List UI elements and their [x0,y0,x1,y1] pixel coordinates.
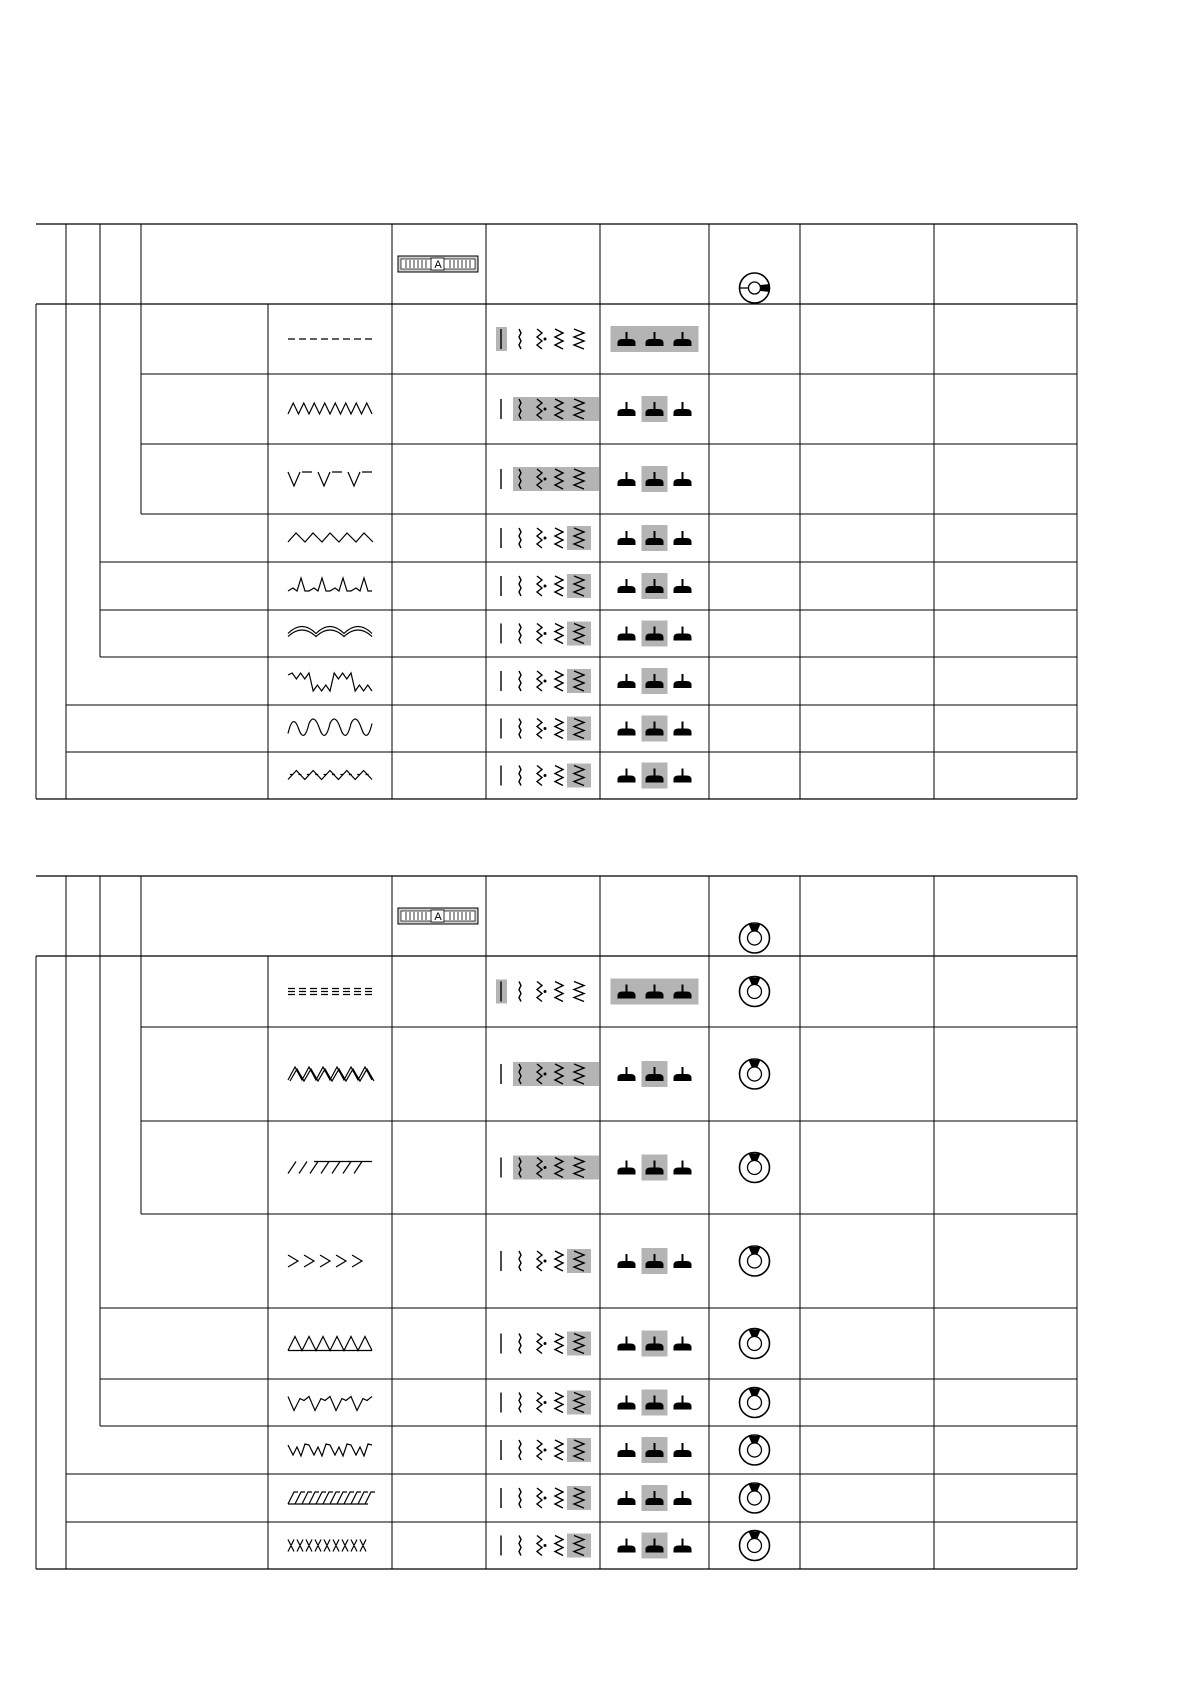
honeycomb-stitch-icon [288,1492,375,1504]
stitch-width-indicator [501,764,591,788]
needle-position-indicator [618,525,692,551]
tension-dial-icon [740,1435,770,1465]
needle-position-indicator [611,326,699,352]
blind-hem-stitch-icon [288,472,372,486]
stitch-width-indicator [496,327,584,351]
stitch-table-2 [36,876,1077,1569]
overlock-stitch-icon [288,673,372,691]
needle-position-indicator [618,1331,692,1357]
rick-rack-stitch-icon [288,1067,374,1081]
feather-stitch-icon [288,771,372,780]
tension-dial-icon [740,977,770,1007]
cross-stitch-icon [288,1540,366,1552]
tension-dial-icon [740,1059,770,1089]
needle-position-indicator [618,763,692,789]
needle-position-indicator [618,716,692,742]
needle-position-indicator [618,573,692,599]
needle-position-indicator [618,466,692,492]
stitch-width-indicator [501,669,591,693]
triple-straight-stitch-icon [288,989,372,995]
slant-stitch-icon [288,1162,372,1174]
stitch-width-indicator [501,622,591,646]
needle-position-indicator [618,396,692,422]
stitch-width-indicator [501,1249,591,1273]
stitch-width-indicator [496,980,584,1004]
stitch-width-indicator [501,717,591,741]
decorative-zigzag-stitch-icon [288,1444,372,1456]
needle-position-indicator [618,1061,692,1087]
stitch-width-indicator [501,1062,599,1086]
tension-dial-icon [740,1483,770,1513]
stitch-width-indicator [501,1534,591,1558]
selector-letter: A [434,259,442,271]
tension-dial-icon [740,273,770,303]
needle-position-indicator [618,1533,692,1559]
tension-dial-icon [740,1531,770,1561]
tension-dial-icon [740,1246,770,1276]
stitch-width-indicator [501,1332,591,1356]
stitch-width-indicator [501,1438,591,1462]
blind-stretch-stitch-icon [288,578,372,591]
tension-dial-icon [740,1388,770,1418]
tension-dial-icon [740,1329,770,1359]
shell-stitch-icon [288,533,373,542]
stitch-table-1 [36,224,1077,799]
needle-position-indicator [611,979,699,1005]
tension-dial-icon [740,923,770,953]
serpentine-stitch-icon [288,719,372,735]
tension-dial-icon [740,1153,770,1183]
stitch-width-indicator [501,1156,599,1180]
needle-position-indicator [618,621,692,647]
needle-position-indicator [618,1437,692,1463]
stitch-width-indicator [501,1391,591,1415]
triangle-stitch-icon [288,1337,372,1351]
stitch-width-indicator [501,574,591,598]
arrow-stitch-icon [288,1255,362,1267]
vee-stitch-icon [288,1397,372,1411]
stitch-width-indicator [501,397,599,421]
needle-position-indicator [618,1485,692,1511]
needle-position-indicator [618,668,692,694]
stitch-width-indicator [501,1486,591,1510]
needle-position-indicator [618,1390,692,1416]
zigzag-stitch-icon [288,403,372,414]
scallop-stitch-icon [288,627,372,637]
needle-position-indicator [618,1248,692,1274]
stitch-width-indicator [501,467,599,491]
needle-position-indicator [618,1155,692,1181]
stitch-width-indicator [501,526,591,550]
selector-letter: A [434,911,442,923]
